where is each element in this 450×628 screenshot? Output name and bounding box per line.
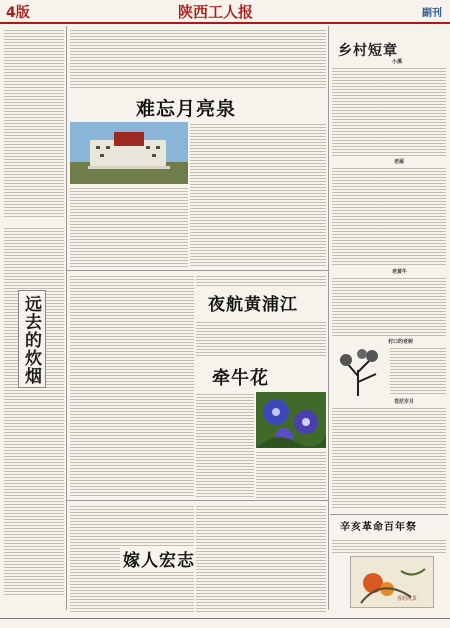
main-feature-title: 难忘月亮泉 — [136, 98, 237, 120]
right-article-body-5 — [332, 406, 446, 510]
column-rule — [328, 26, 329, 610]
tree-illustration — [332, 346, 388, 396]
right-article-body-2 — [332, 166, 446, 266]
main-feature-body-right — [190, 122, 326, 268]
right-column-title: 乡村短章 — [338, 43, 398, 59]
painting-svg — [351, 557, 434, 608]
section-rule — [66, 500, 328, 501]
vertical-title-box — [18, 290, 46, 388]
right-article-body-4 — [390, 346, 446, 396]
right-sub-heading-3: 老黄牛 — [392, 269, 408, 275]
section-name: 副刊 — [422, 8, 442, 19]
right-bottom-body — [332, 538, 446, 554]
tree-svg — [332, 346, 388, 396]
right-bottom-title: 辛亥革命百年祭 — [340, 522, 417, 533]
right-sub-heading-2: 老屋 — [394, 159, 405, 165]
masthead — [0, 0, 450, 24]
flower-story-body — [196, 392, 254, 498]
palace-photo — [70, 122, 188, 184]
main-feature-intro — [70, 28, 326, 90]
right-article-body-3 — [332, 276, 446, 336]
section-rule — [66, 270, 328, 271]
morning-glory-photo — [256, 392, 326, 448]
page-number: 4版 — [6, 5, 30, 21]
bottom-story-title: 嫁人宏志 — [120, 546, 198, 571]
right-sub-heading-5: 苍茫岁月 — [394, 399, 415, 405]
night-story-intro — [196, 274, 326, 288]
page-footer — [0, 618, 450, 628]
right-article-body-1 — [332, 66, 446, 156]
right-section-rule — [330, 514, 448, 515]
bottom-right-body — [196, 504, 326, 612]
main-feature-body-left — [70, 186, 188, 268]
night-story-body — [196, 320, 326, 358]
painting-image — [350, 556, 434, 608]
paper-name: 陕西工人报 — [178, 3, 254, 21]
column-rule — [66, 26, 67, 610]
vertical-feature-title: 远去的炊烟 — [21, 295, 41, 385]
left-article-body — [4, 28, 64, 218]
flower-story-body-2 — [256, 450, 326, 498]
flower-story-title: 牵牛花 — [212, 368, 269, 389]
left-article-body-2 — [4, 226, 64, 596]
palace-photo-svg — [70, 122, 188, 184]
morning-glory-svg — [256, 392, 326, 448]
right-sub-heading-1: 小溪 — [392, 59, 403, 65]
mid-left-article-body — [70, 274, 194, 498]
right-sub-heading-4: 村口的老树 — [388, 339, 414, 345]
painting-caption: 香的风景 — [397, 596, 418, 602]
night-story-title: 夜航黄浦江 — [208, 295, 298, 315]
